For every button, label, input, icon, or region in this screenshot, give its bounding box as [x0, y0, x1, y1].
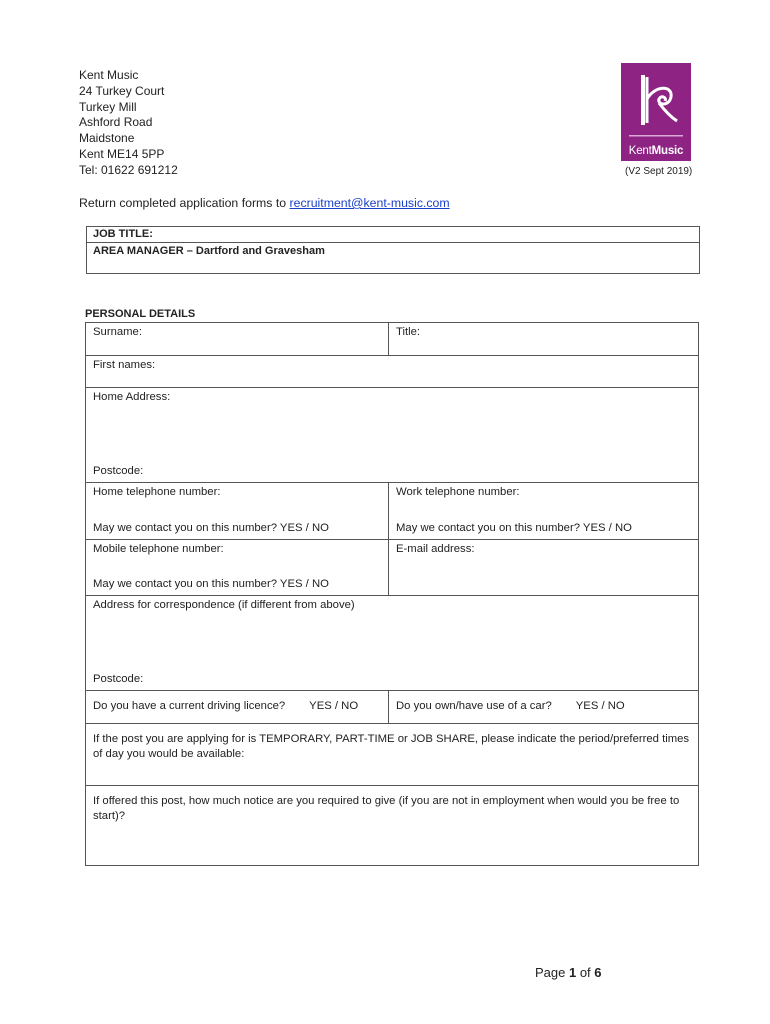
personal-details-heading: PERSONAL DETAILS — [85, 308, 196, 320]
driving-licence-field[interactable] — [86, 691, 389, 723]
title-field[interactable] — [389, 323, 698, 355]
address-line: Kent ME14 5PP — [79, 146, 165, 161]
correspondence-postcode-label: Postcode: — [93, 673, 144, 685]
sender-address — [79, 68, 178, 179]
job-title-box — [86, 226, 700, 274]
car-use-options: YES / NO — [575, 700, 625, 712]
return-text: Return completed application forms to — [79, 196, 290, 210]
job-title-label: JOB TITLE: — [87, 227, 699, 243]
correspondence-label: Address for correspondence (if different from above) — [93, 599, 355, 611]
address-line: Tel: 01622 691212 — [79, 162, 178, 177]
surname-field[interactable] — [86, 323, 389, 355]
address-line: Turkey Mill — [79, 99, 137, 114]
first-names-row — [86, 356, 698, 388]
form-version: (V2 Sept 2019) — [625, 166, 693, 177]
job-title-value: AREA MANAGER – Dartford and Gravesham — [93, 245, 325, 257]
availability-field[interactable] — [86, 724, 698, 785]
return-instructions — [79, 196, 450, 210]
address-line: Ashford Road — [79, 115, 153, 130]
car-use-question: Do you own/have use of a car? — [396, 700, 552, 712]
email-address-field[interactable] — [389, 540, 698, 595]
home-address-row — [86, 388, 698, 483]
correspondence-row — [86, 596, 698, 691]
home-contact-question: May we contact you on this number? YES / NO — [93, 522, 329, 534]
home-address-label: Home Address: — [93, 391, 171, 403]
work-telephone-label: Work telephone number: — [396, 486, 520, 498]
kent-music-logo — [621, 63, 691, 161]
first-names-label: First names: — [93, 359, 156, 371]
home-telephone-field[interactable] — [86, 483, 389, 539]
notice-row — [86, 786, 698, 865]
mobile-telephone-field[interactable] — [86, 540, 389, 595]
address-line: Maidstone — [79, 131, 135, 146]
email-address-label: E-mail address: — [396, 543, 475, 555]
home-address-field[interactable] — [86, 388, 698, 482]
car-use-field[interactable] — [389, 691, 698, 723]
address-line: 24 Turkey Court — [79, 83, 165, 98]
transport-row — [86, 691, 698, 724]
driving-licence-question: Do you have a current driving licence? — [93, 700, 286, 712]
surname-label: Surname: — [93, 326, 142, 338]
title-label: Title: — [396, 326, 421, 338]
telephone-row — [86, 483, 698, 540]
personal-details-table — [85, 322, 699, 866]
home-telephone-label: Home telephone number: — [93, 486, 221, 498]
first-names-field[interactable] — [86, 356, 698, 387]
availability-row — [86, 724, 698, 786]
mobile-contact-question: May we contact you on this number? YES / NO — [93, 578, 329, 590]
work-contact-question: May we contact you on this number? YES / NO — [396, 522, 632, 534]
notice-period-question: If offered this post, how much notice are you required to give (if you are not in employment when would you be free to start)? — [93, 795, 680, 822]
logo-text: KentMusic — [628, 145, 684, 157]
correspondence-address-field[interactable] — [86, 596, 698, 690]
address-line: Kent Music — [79, 68, 139, 82]
notice-period-field[interactable] — [86, 786, 698, 865]
driving-licence-options: YES / NO — [309, 700, 359, 712]
work-telephone-field[interactable] — [389, 483, 698, 539]
recruitment-email-link[interactable]: recruitment@kent-music.com — [289, 196, 450, 210]
page-number: Page 1 of 6 — [535, 965, 602, 980]
surname-row — [86, 323, 698, 356]
postcode-label: Postcode: — [93, 465, 144, 477]
mobile-telephone-label: Mobile telephone number: — [93, 543, 224, 555]
availability-question: If the post you are applying for is TEMPORARY, PART-TIME or JOB SHARE, please indicate the period/preferred times of day you would be available: — [93, 733, 690, 760]
mobile-email-row — [86, 540, 698, 596]
